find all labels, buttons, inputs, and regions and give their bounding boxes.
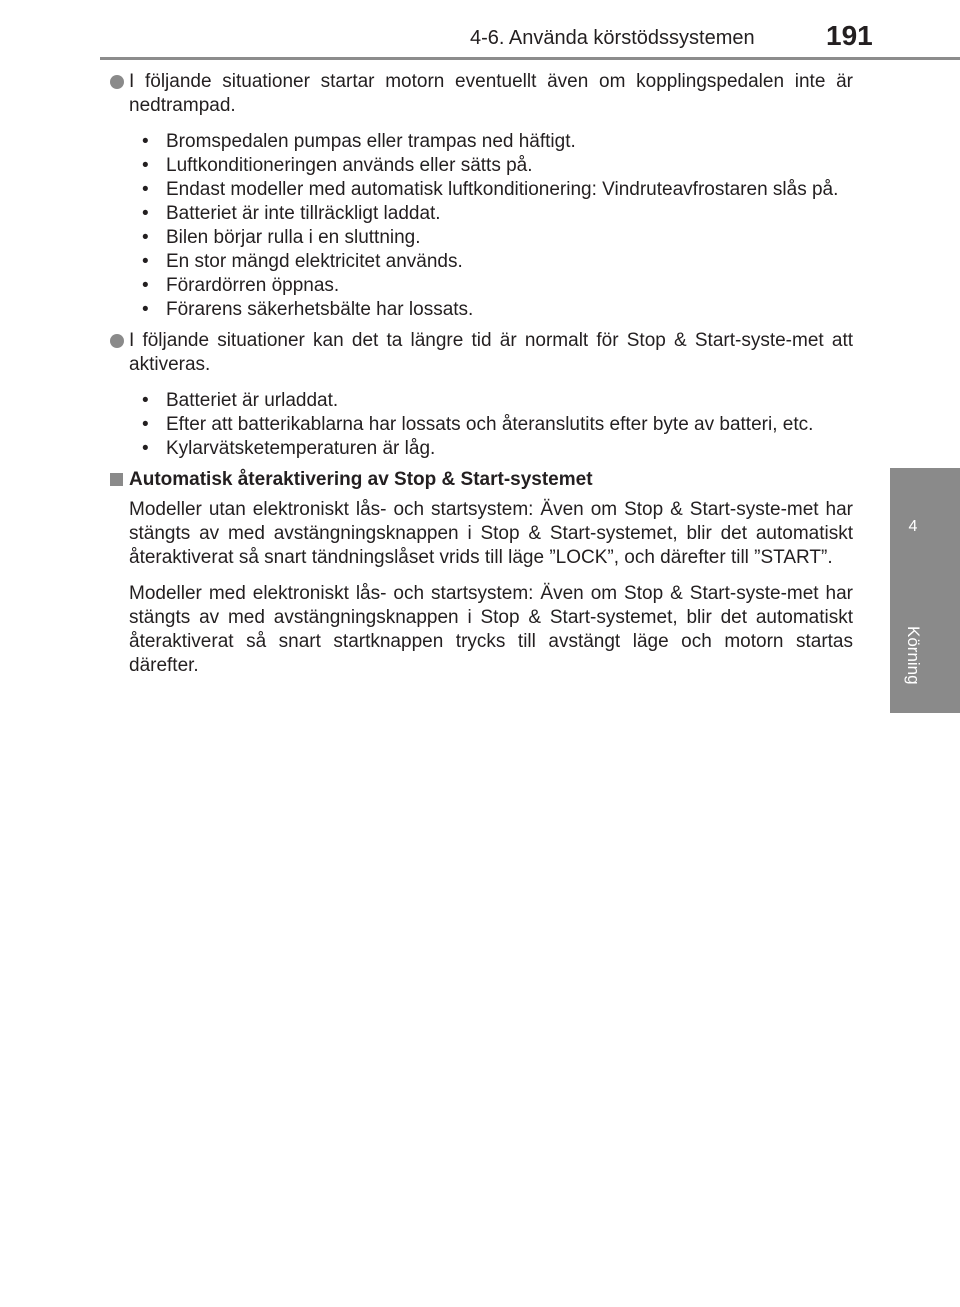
bullet-dot-icon: • <box>142 299 149 320</box>
list-item <box>130 130 853 154</box>
bullet-dot-icon: • <box>142 203 149 224</box>
note-text: I följande situationer kan det ta längre tid är normalt för Stop & Start-syste-met att aktiveras. <box>129 330 853 375</box>
bullet-dot-icon: • <box>142 251 149 272</box>
chapter-tab <box>890 468 960 713</box>
square-bullet-icon <box>110 473 123 486</box>
section-title: 4-6. Använda körstödssystemen <box>470 27 755 49</box>
note-item <box>108 329 853 377</box>
condition-list <box>108 130 853 322</box>
section-heading <box>108 468 853 492</box>
page-number: 191 <box>826 20 873 51</box>
list-item-text: Endast modeller med automatisk luftkonditionering: Vindruteavfrostaren slås på. <box>166 179 839 200</box>
list-item <box>130 154 853 178</box>
list-item-text: Batteriet är inte tillräckligt laddat. <box>166 203 441 224</box>
circle-bullet-icon <box>110 334 124 348</box>
list-item-text: Bromspedalen pumpas eller trampas ned häftigt. <box>166 131 576 152</box>
list-item <box>130 226 853 250</box>
header-rule <box>100 57 960 60</box>
bullet-dot-icon: • <box>142 438 149 459</box>
list-item <box>130 298 853 322</box>
chapter-label: Körning <box>904 626 923 685</box>
bullet-dot-icon: • <box>142 155 149 176</box>
circle-bullet-icon <box>110 75 124 89</box>
section-heading-text: Automatisk återaktivering av Stop & Start-systemet <box>129 469 593 490</box>
condition-list <box>108 389 853 461</box>
bullet-dot-icon: • <box>142 131 149 152</box>
paragraph: Modeller utan elektroniskt lås- och startsystem: Även om Stop & Start-syste-met har stängts av med avstängningsknappen i Stop & Start-systemet, blir det automatiskt återaktiverat så snart tändningslåset vrids till läge ”LOCK”, och därefter till ”START”. <box>129 499 853 568</box>
list-item <box>130 202 853 226</box>
note-text: I följande situationer startar motorn eventuellt även om kopplingspedalen inte är nedtrampad. <box>129 71 853 116</box>
chapter-number: 4 <box>908 518 918 535</box>
bullet-dot-icon: • <box>142 414 149 435</box>
list-item-text: Förarens säkerhetsbälte har lossats. <box>166 299 474 320</box>
list-item-text: Efter att batterikablarna har lossats och återanslutits efter byte av batteri, etc. <box>166 414 814 435</box>
list-item-text: Förardörren öppnas. <box>166 275 340 296</box>
bullet-dot-icon: • <box>142 275 149 296</box>
list-item <box>130 250 853 274</box>
note-item <box>108 70 853 118</box>
list-item <box>130 178 853 202</box>
page-header <box>0 0 960 60</box>
list-item <box>130 413 853 437</box>
list-item-text: Kylarvätsketemperaturen är låg. <box>166 438 436 459</box>
list-item-text: Batteriet är urladdat. <box>166 390 339 411</box>
bullet-dot-icon: • <box>142 179 149 200</box>
list-item <box>130 437 853 461</box>
bullet-dot-icon: • <box>142 390 149 411</box>
list-item <box>130 389 853 413</box>
list-item-text: Bilen börjar rulla i en sluttning. <box>166 227 421 248</box>
bullet-dot-icon: • <box>142 227 149 248</box>
page-content <box>108 70 853 690</box>
paragraph: Modeller med elektroniskt lås- och startsystem: Även om Stop & Start-syste-met har stängts av med avstängningsknappen i Stop & Start-systemet, blir det automatiskt återaktiverat så snart startknappen trycks till avstängt läge och motorn startas därefter. <box>129 583 853 676</box>
list-item <box>130 274 853 298</box>
list-item-text: Luftkonditioneringen används eller sätts på. <box>166 155 533 176</box>
list-item-text: En stor mängd elektricitet används. <box>166 251 463 272</box>
